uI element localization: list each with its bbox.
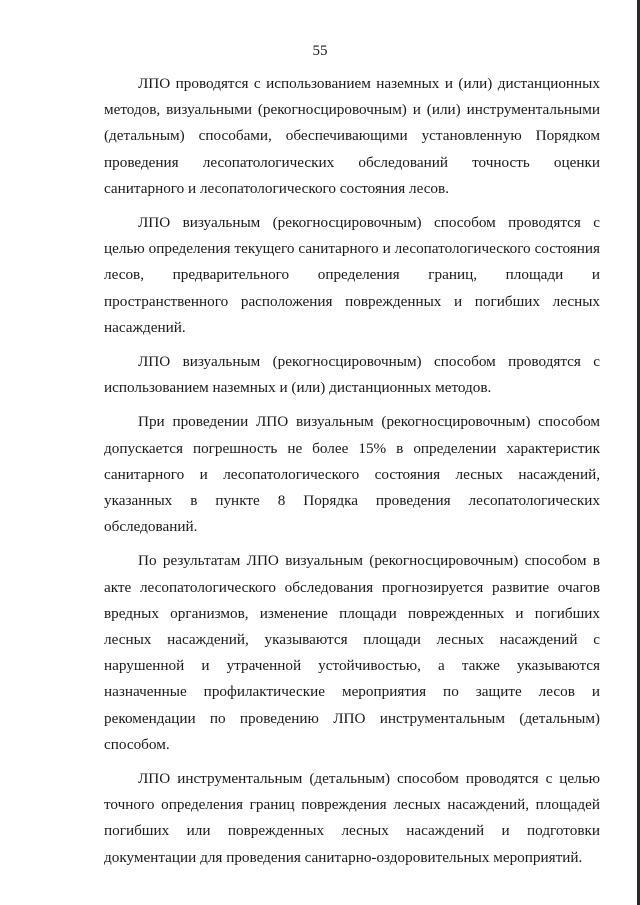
paragraph-2: ЛПО визуальным (рекогносцировочным) способом проводятся с целью определения текущего санитарного и лесопатологического состояния лесов, предварительного определения границ, площади и пространственного расположения поврежденных и погибших лесных насаждений. bbox=[104, 214, 600, 336]
paragraph-4: При проведении ЛПО визуальным (рекогносцировочным) способом допускается погрешность не более 15% в определении характеристик санитарного и лесопатологического состояния лесных насаждений, указанных в пункте 8 Порядка проведения лесопатологических обследований. bbox=[104, 413, 600, 536]
page-number: 55 bbox=[312, 43, 328, 59]
paragraph-3: ЛПО визуальным (рекогносцировочным) способом проводятся с использованием наземных и (или) дистанционных методов. bbox=[104, 353, 600, 397]
paragraph-1: ЛПО проводятся с использованием наземных и (или) дистанционных методов, визуальными (рекогносцировочным) и (или) инструментальными (детальным) способами, обеспечивающими установленную Порядком проведения лесопатологических обследований точность оценки санитарного и лесопатологического состояния лесов. bbox=[104, 75, 600, 197]
paragraph-6: ЛПО инструментальным (детальным) способом проводятся с целью точного определения границ повреждения лесных насаждений, площадей погибших или поврежденных лесных насаждений и подготовки документации для проведения санитарно-оздоровительных мероприятий. bbox=[104, 770, 600, 866]
document-body bbox=[104, 71, 600, 879]
paragraph-5: По результатам ЛПО визуальным (рекогносцировочным) способом в акте лесопатологического обследования прогнозируется развитие очагов вредных организмов, изменение площади поврежденных и погибших лесных насаждений, указываются площади лесных насаждений с нарушенной и утраченной устойчивостью, а также указываются назначенные профилактические мероприятия по защите лесов и рекомендации по проведению ЛПО инструментальным (детальным) способом. bbox=[104, 552, 600, 753]
